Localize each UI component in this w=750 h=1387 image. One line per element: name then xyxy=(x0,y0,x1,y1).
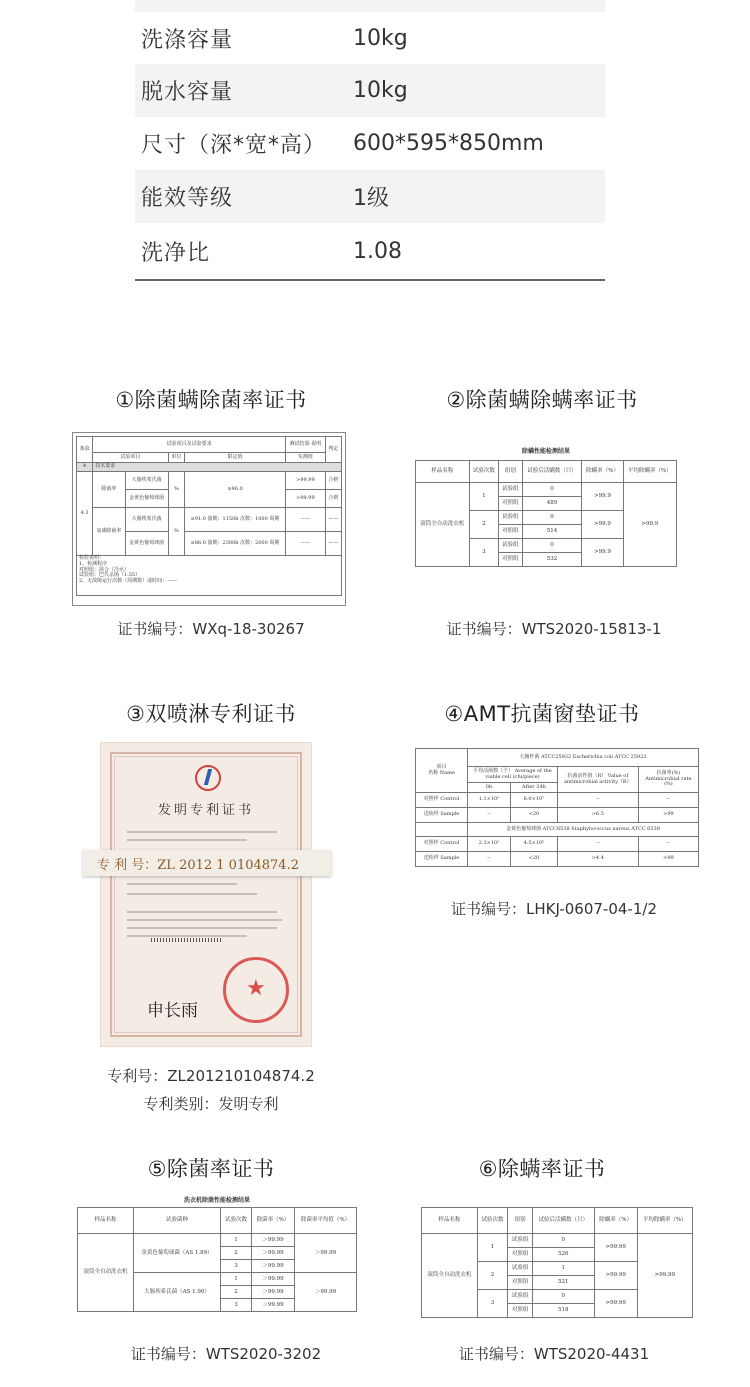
header-cell: 测试结果-说明 xyxy=(286,437,326,453)
table-cell: 对照组 xyxy=(508,1304,532,1318)
table-cell: 0 xyxy=(522,511,582,525)
table-cell: 1 xyxy=(469,483,499,511)
spec-key: 洗涤容量 xyxy=(141,27,234,53)
table-cell: 试验组 xyxy=(508,1290,532,1304)
cert-4-table-image xyxy=(414,747,700,877)
cert-6-table xyxy=(421,1207,693,1318)
cert-4-number-wrap xyxy=(414,898,694,919)
cert-title: ④AMT抗菌窗垫证书 xyxy=(444,702,640,726)
table-cell: 1.1×10⁵ xyxy=(468,793,511,808)
cert-1 xyxy=(80,384,342,414)
cert-1-table xyxy=(76,436,342,596)
table-cell: 526 xyxy=(532,1248,594,1262)
spec-row xyxy=(135,170,605,223)
table-cell: 514 xyxy=(522,525,582,539)
header-label: 项目 xyxy=(436,763,447,770)
patent-text-line xyxy=(127,883,237,885)
table-cell: >99.9 xyxy=(582,483,623,511)
spec-row xyxy=(135,117,605,170)
table-cell: >6.5 xyxy=(557,808,638,823)
patent-heading: 发明专利证书 xyxy=(157,803,254,818)
table-cell: 合格 xyxy=(325,472,341,490)
table-cell: >99 xyxy=(638,808,698,823)
table-cell: 金黄色葡萄球菌（AS 1.89） xyxy=(133,1234,220,1273)
table-cell: 6.0×10⁷ xyxy=(511,793,558,808)
cert-5-table-image xyxy=(76,1194,358,1326)
table-cell: ＞99.99 xyxy=(251,1234,294,1247)
cert-2-table-image xyxy=(414,444,678,574)
table-cell: 1 xyxy=(477,1234,508,1262)
table-cell: —— xyxy=(325,532,341,556)
table-cell: -- xyxy=(557,837,638,852)
header-cell: 抗菌活性值（R） Value of antimicrobial activity（R） xyxy=(557,767,638,793)
table-cell: >99.99 xyxy=(594,1262,637,1290)
header-cell: 样品名称 xyxy=(416,461,470,483)
table-cell: ≥86.0 波期：2300h 次数：2000 周期 xyxy=(184,532,285,556)
cert-5 xyxy=(80,1153,342,1183)
table-cell: >99.9 xyxy=(582,511,623,539)
header-cell: 试验菌种 xyxy=(133,1208,220,1234)
cert-3-number-wrap xyxy=(80,1065,342,1114)
table-cell: 521 xyxy=(532,1276,594,1290)
cert-title: ⑤除菌率证书 xyxy=(147,1157,275,1181)
table-cell: >99.9 xyxy=(582,539,623,567)
table-cell: 3 xyxy=(221,1260,252,1273)
table-cell: -- xyxy=(468,852,511,867)
table-caption: 除螨性能检测结果 xyxy=(521,448,570,455)
spec-table xyxy=(135,0,605,281)
table-cell: 0 xyxy=(532,1234,594,1248)
table-cell: 2.3×10⁵ xyxy=(468,837,511,852)
table-cell: <20 xyxy=(511,852,558,867)
official-seal-icon xyxy=(223,957,289,1023)
header-cell: 限定值 xyxy=(184,453,285,463)
table-cell: 大肠埃希氏菌 xyxy=(125,472,168,490)
cert-number: 证书编号：LHKJ-0607-04-1/2 xyxy=(450,900,657,918)
table-cell: 0 xyxy=(522,539,582,553)
spec-row xyxy=(135,12,605,64)
header-cell: 除螨率（%） xyxy=(582,461,623,483)
header-cell: 条款 xyxy=(77,437,93,463)
signature: 申长雨 xyxy=(147,1001,198,1021)
table-cell: 3 xyxy=(469,539,499,567)
table-cell: 对照组 xyxy=(499,553,523,567)
table-cell: 对照样 Control xyxy=(416,793,468,808)
header-cell: 试验次数 xyxy=(469,461,499,483)
header-cell: 平均除螨率（%） xyxy=(623,461,676,483)
patent-text-line xyxy=(127,911,277,913)
spec-value: 1级 xyxy=(353,186,389,211)
table-cell: >99.99 xyxy=(286,472,326,490)
table-cell: % xyxy=(168,472,184,508)
cert-3 xyxy=(80,698,342,728)
notes-cell: 检验说明： 1、检测程序 对照组：混合（冷水） 试验组：巴氏杀菌（1:55） 2、无故障运行次数（周期数）或时间：—— xyxy=(77,556,342,596)
table-cell: 4 xyxy=(77,463,93,472)
table-cell: 2 xyxy=(469,511,499,539)
table-cell: 试验组 xyxy=(499,539,523,553)
header-cell: 除菌率平均值（%） xyxy=(295,1208,357,1234)
patent-text-line xyxy=(127,919,282,921)
table-cell: -- xyxy=(557,793,638,808)
table-cell: 除菌率 xyxy=(93,472,125,508)
spec-key: 脱水容量 xyxy=(141,80,234,105)
header-cell: 试验次数 xyxy=(221,1208,252,1234)
cert-number: 证书编号：WXq-18-30267 xyxy=(117,620,305,638)
header-cell: 平均活菌数（个） Average of the viable cell (cfu/piece) xyxy=(468,767,558,783)
patent-text-line xyxy=(127,935,247,937)
table-cell: 对照样 Control xyxy=(416,837,468,852)
cert-4-table xyxy=(415,748,699,867)
spec-key: 洗净比 xyxy=(141,240,211,266)
table-cell: <20 xyxy=(511,808,558,823)
header-cell: 样品名称 xyxy=(78,1208,134,1234)
table-cell: ＞99.99 xyxy=(251,1247,294,1260)
cert-6-table-image xyxy=(420,1206,694,1326)
header-cell: 单位 xyxy=(168,453,184,463)
cert-2 xyxy=(414,384,670,414)
table-cell: 489 xyxy=(522,497,582,511)
cert-5-table xyxy=(77,1207,357,1312)
patent-number-strip: 专 利 号：ZL 2012 1 0104874.2 xyxy=(83,850,331,876)
table-cell: 试验组 xyxy=(499,483,523,497)
table-cell: 滚筒全自动洗衣机 xyxy=(422,1234,478,1318)
header-cell: After 24h xyxy=(511,783,558,793)
table-cell: % xyxy=(168,508,184,556)
table-cell: 518 xyxy=(532,1304,594,1318)
patent-type: 专利类别：发明专利 xyxy=(143,1095,279,1113)
table-cell: 对照组 xyxy=(508,1248,532,1262)
cert-title: ①除菌螨除菌率证书 xyxy=(115,388,307,412)
table-cell: ≥91.0 波期：1150h 次数：1000 周期 xyxy=(184,508,285,532)
header-cell xyxy=(416,749,468,793)
cert-6-number-wrap xyxy=(414,1343,694,1364)
cert-title: ②除菌螨除螨率证书 xyxy=(446,388,638,412)
table-cell: 金黄色葡萄球菌 xyxy=(125,532,168,556)
table-cell: 试验组 xyxy=(508,1234,532,1248)
header-cell: 除菌率（%） xyxy=(251,1208,294,1234)
table-cell: 金黄色葡萄球菌 xyxy=(125,490,168,508)
table-cell: 对照组 xyxy=(499,497,523,511)
cert-number: 证书编号：WTS2020-15813-1 xyxy=(446,620,662,638)
table-cell: 滚筒全自动洗衣机 xyxy=(78,1234,134,1312)
table-cell: 1 xyxy=(221,1273,252,1286)
table-cell: 532 xyxy=(522,553,582,567)
header-cell: 试验次数 xyxy=(477,1208,508,1234)
patent-office-logo-icon xyxy=(195,765,221,791)
table-cell: 对照组 xyxy=(499,525,523,539)
cert-2-table xyxy=(415,460,677,567)
barcode xyxy=(151,938,221,942)
header-cell: 试验后活螨数（只） xyxy=(522,461,582,483)
table-cell: >99.99 xyxy=(594,1234,637,1262)
header-cell: 除螨率（%） xyxy=(594,1208,637,1234)
cert-5-number-wrap xyxy=(80,1343,372,1364)
spec-row xyxy=(135,223,605,279)
cert-6 xyxy=(414,1153,670,1183)
header-cell: 判定 xyxy=(325,437,341,463)
header-cell: 抗菌率(%) Antimicrobial rate (%) xyxy=(638,767,698,793)
table-cell: -- xyxy=(468,808,511,823)
table-cell: 4.3 xyxy=(77,472,93,556)
table-cell: 3 xyxy=(221,1299,252,1312)
patent-text-line xyxy=(127,927,277,929)
table-cell: >99.99 xyxy=(594,1290,637,1318)
table-cell: 送检样 Sample xyxy=(416,808,468,823)
cert-1-number-wrap xyxy=(80,618,342,639)
table-cell: ＞99.99 xyxy=(295,1234,357,1273)
header-cell: 大肠杆菌 ATCC25922 Escherichia coli ATCC 25922 xyxy=(468,749,699,767)
header-cell: 试验项目 xyxy=(93,453,169,463)
table-cell: 2 xyxy=(477,1262,508,1290)
table-cell: 3 xyxy=(477,1290,508,1318)
spec-value: 10kg xyxy=(353,25,408,51)
table-cell: 4.5×10⁵ xyxy=(511,837,558,852)
patent-text-line xyxy=(127,893,257,895)
table-cell: 大肠埃希氏菌（AS 1.90） xyxy=(133,1273,220,1312)
table-cell: ＞99.99 xyxy=(251,1286,294,1299)
table-caption: 洗衣机除菌性能检测结果 xyxy=(183,1197,250,1204)
table-cell: 0 xyxy=(532,1290,594,1304)
table-cell: 2 xyxy=(221,1286,252,1299)
cert-title: ③双喷淋专利证书 xyxy=(126,702,296,726)
header-cell: 金黄色葡萄球菌 ATCC6538 Staphylococcus aureus ATCC 6538 xyxy=(468,823,699,837)
table-cell: >99.99 xyxy=(286,490,326,508)
table-cell: 大肠埃希氏菌 xyxy=(125,508,168,532)
cert-number: 证书编号：WTS2020-3202 xyxy=(130,1345,322,1363)
table-cell: -- xyxy=(638,837,698,852)
header-cell: 实测值 xyxy=(286,453,326,463)
table-cell: —— xyxy=(325,508,341,532)
table-cell: 1 xyxy=(221,1234,252,1247)
cert-title: ⑥除螨率证书 xyxy=(478,1157,606,1181)
header-cell: 组别 xyxy=(499,461,523,483)
table-cell: 合格 xyxy=(325,490,341,508)
cert-number: 证书编号：WTS2020-4431 xyxy=(458,1345,650,1363)
spec-top-band xyxy=(135,0,605,12)
header-cell: 样品名称 xyxy=(422,1208,478,1234)
table-cell: 技术要求 xyxy=(93,463,342,472)
table-cell: 0 xyxy=(522,483,582,497)
table-cell: 送检样 Sample xyxy=(416,852,468,867)
cert-4 xyxy=(414,698,670,728)
header-label: 名称 Name xyxy=(428,769,455,776)
patent-text-line xyxy=(127,831,277,833)
patent-text-line xyxy=(127,839,247,841)
table-cell xyxy=(416,823,468,837)
spec-row xyxy=(135,64,605,117)
header-cell: 试验项目及试验要求 xyxy=(93,437,286,453)
table-cell: —— xyxy=(286,532,326,556)
patent-certificate-image xyxy=(100,742,312,1047)
table-cell: ＞99.99 xyxy=(251,1273,294,1286)
table-cell: ＞99.99 xyxy=(251,1260,294,1273)
spec-value: 10kg xyxy=(353,78,408,103)
header-cell: 平均除螨率（%） xyxy=(637,1208,692,1234)
table-cell: —— xyxy=(286,508,326,532)
spec-value: 600*595*850mm xyxy=(353,131,544,156)
table-cell: 1 xyxy=(532,1262,594,1276)
spec-value: 1.08 xyxy=(353,238,402,264)
table-cell: >99 xyxy=(638,852,698,867)
table-cell: 衰减除菌率 xyxy=(93,508,125,556)
cert-1-table-image xyxy=(72,432,346,606)
table-cell: 试验组 xyxy=(499,511,523,525)
table-cell: >4.4 xyxy=(557,852,638,867)
table-cell: >99.9 xyxy=(623,483,676,567)
table-cell: 对照组 xyxy=(508,1276,532,1290)
table-cell: ＞99.99 xyxy=(295,1273,357,1312)
header-cell: 组别 xyxy=(508,1208,532,1234)
table-cell: >99.99 xyxy=(637,1234,692,1318)
table-cell: ＞99.99 xyxy=(251,1299,294,1312)
table-cell: -- xyxy=(638,793,698,808)
cert-number: 专利号：ZL201210104874.2 xyxy=(107,1067,315,1085)
spec-key: 能效等级 xyxy=(141,186,234,211)
header-cell: 试验后活螨数（只） xyxy=(532,1208,594,1234)
table-cell: 滚筒全自动洗衣机 xyxy=(416,483,470,567)
spec-divider xyxy=(135,279,605,281)
table-cell: 试验组 xyxy=(508,1262,532,1276)
table-cell: ≥96.0 xyxy=(184,472,285,508)
header-cell: 0h xyxy=(468,783,511,793)
table-cell: 2 xyxy=(221,1247,252,1260)
cert-2-number-wrap xyxy=(414,618,694,639)
spec-key: 尺寸（深*宽*高） xyxy=(141,133,327,158)
